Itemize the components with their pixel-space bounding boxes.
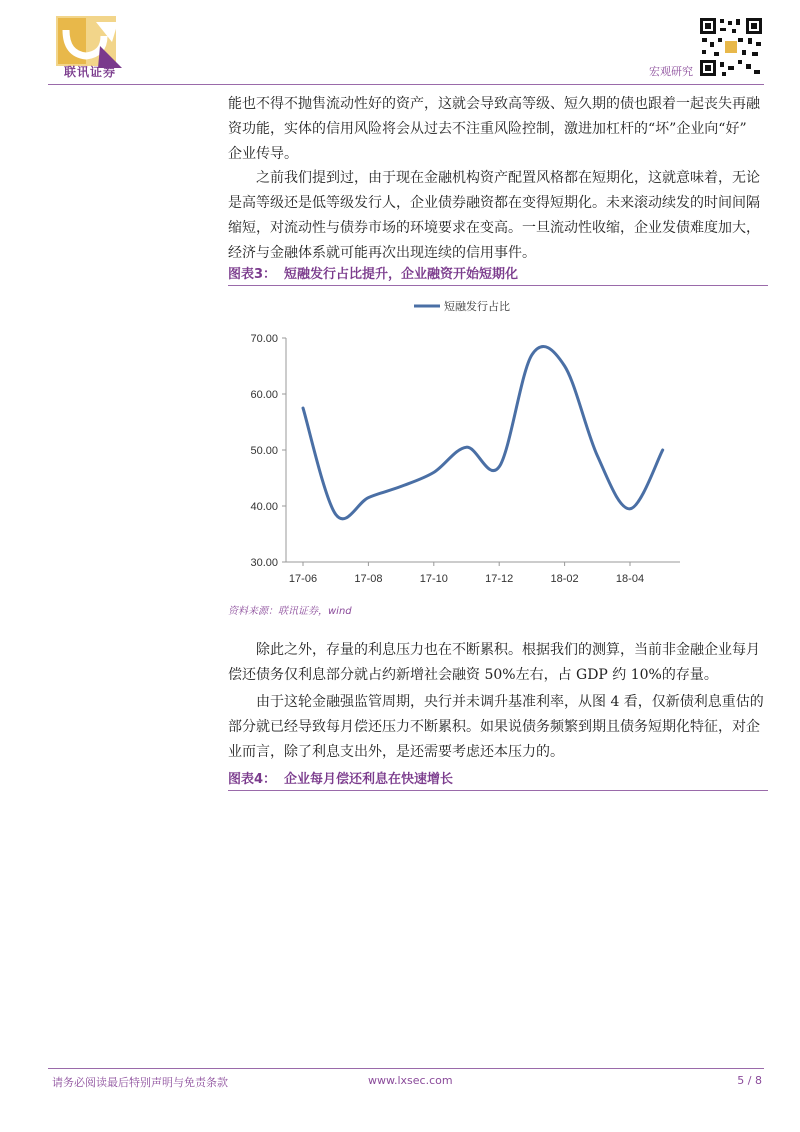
line-chart [228, 290, 688, 600]
paragraph-line: 由于这轮金融强监管周期，央行并未调升基准利率，从图 4 看，仅新债利息重估的 [256, 694, 764, 710]
paragraph-line: 除此之外，存量的利息压力也在不断累积。根据我们的测算，当前非金融企业每月 [256, 642, 760, 658]
x-tick-label: 18-04 [615, 573, 645, 585]
paragraph-line: 资功能，实体的信用风险将会从过去不注重风险控制，激进加杠杆的“坏”企业向“好” [228, 121, 747, 137]
y-tick-label: 60.00 [250, 389, 278, 401]
y-axis [250, 333, 286, 569]
footer-divider [48, 1068, 764, 1069]
paragraph-3 [228, 638, 768, 688]
paragraph-line: 之前我们提到过，由于现在金融机构资产配置风格都在短期化，这就意味着，无论 [256, 170, 760, 186]
paragraph-line: 能也不得不抛售流动性好的资产，这就会导致高等级、短久期的债也跟着一起丧失再融 [228, 96, 760, 112]
paragraph-2 [228, 166, 768, 266]
paragraph-line: 企业传导。 [228, 146, 298, 162]
figure-3-caption: 短融发行占比提升，企业融资开始短期化 [284, 267, 519, 282]
figure-4-title [228, 768, 453, 787]
figure-4-rule [228, 790, 768, 791]
paragraph-4 [228, 690, 768, 765]
brand-name: 联讯证券 [63, 65, 116, 79]
y-tick-label: 30.00 [250, 557, 278, 569]
disclaimer-link[interactable]: 请务必阅读最后特别声明与免责条款 [52, 1076, 228, 1089]
figure-4-caption: 企业每月偿还利息在快速增长 [284, 772, 454, 787]
legend-label: 短融发行占比 [444, 301, 510, 313]
y-tick-label: 40.00 [250, 501, 278, 513]
paragraph-line: 部分就已经导致每月偿还压力不断累积。如果说债务频繁到期且债务短期化特征，对企 [228, 719, 760, 735]
x-tick-label: 17-08 [354, 573, 383, 585]
header-divider [48, 84, 764, 85]
paragraph-line: 缩短，对流动性与债券市场的环境要求在变高。一旦流动性收缩，企业发债难度加大， [228, 220, 760, 236]
paragraph-line: 经济与金融体系就可能再次出现连续的信用事件。 [228, 245, 536, 261]
page-number: 5 / 8 [737, 1074, 762, 1087]
x-tick-label: 17-06 [288, 573, 318, 585]
figure-3-rule [228, 285, 768, 286]
figure-4-number: 图表4： [228, 772, 277, 787]
series-line [303, 346, 663, 518]
paragraph-line: 偿还债务仅利息部分就占约新增社会融资 50%左右，占 GDP 约 10%的存量。 [228, 667, 718, 683]
paragraph-1 [228, 92, 768, 167]
x-tick-label: 17-12 [485, 573, 514, 585]
source-note: 资料来源：联讯证券，wind [228, 606, 352, 617]
series-group [303, 346, 663, 518]
section-label: 宏观研究 [649, 65, 693, 78]
y-tick-label: 70.00 [250, 333, 278, 345]
qr-code-icon [698, 16, 764, 78]
figure-3-title [228, 263, 518, 282]
y-tick-label: 50.00 [250, 445, 278, 457]
x-axis [286, 562, 680, 585]
x-tick-label: 18-02 [550, 573, 579, 585]
paragraph-line: 是高等级还是低等级发行人，企业债券融资都在变得短期化。未来滚动续发的时间间隔 [228, 195, 760, 211]
figure-3-number: 图表3： [228, 267, 277, 282]
legend [414, 299, 510, 313]
website-link[interactable]: www.lxsec.com [368, 1074, 453, 1087]
x-tick-label: 17-10 [419, 573, 448, 585]
paragraph-line: 业而言，除了利息支出外，是还需要考虑还本压力的。 [228, 744, 564, 760]
